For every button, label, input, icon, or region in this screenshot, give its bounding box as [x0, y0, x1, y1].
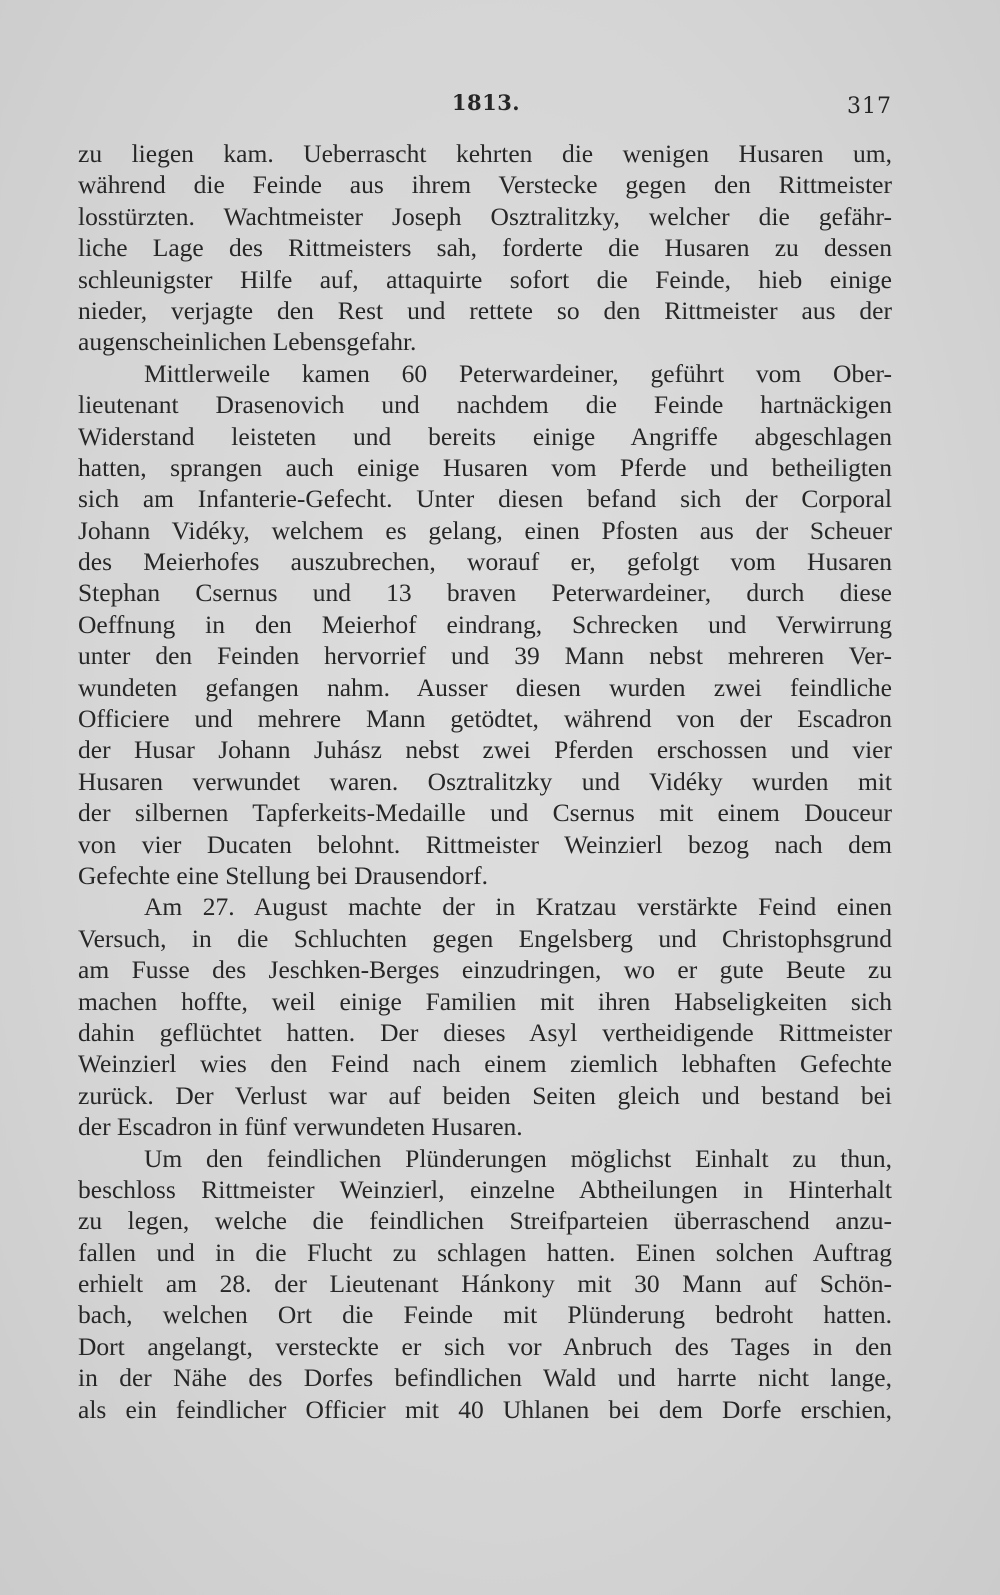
text-line: sich am Infanterie-Gefecht. Unter diesen befand sich der Corporal [78, 484, 892, 514]
paragraph [78, 358, 892, 892]
text-line: der Escadron in fünf verwundeten Husaren. [78, 1112, 523, 1142]
text-line: erhielt am 28. der Lieutenant Hánkony mit 30 Mann auf Schön- [78, 1269, 892, 1299]
page-number: 317 [847, 94, 892, 119]
text-line: als ein feindlicher Officier mit 40 Uhlanen bei dem Dorfe erschien, [78, 1394, 892, 1424]
text-line: Husaren verwundet waren. Osztralitzky und Vidéky wurden mit [78, 766, 892, 796]
text-line: hatten, sprangen auch einige Husaren vom Pferde und betheiligten [78, 452, 892, 482]
text-line: schleunigster Hilfe auf, attaquirte sofort die Feinde, hieb einige [78, 264, 892, 294]
text-line: Officiere und mehrere Mann getödtet, während von der Escadron [78, 704, 892, 734]
text-line: wundeten gefangen nahm. Ausser diesen wurden zwei feindliche [78, 672, 892, 702]
text-line: liche Lage des Rittmeisters sah, forderte die Husaren zu dessen [78, 233, 892, 263]
text-line: Dort angelangt, versteckte er sich vor Anbruch des Tages in den [78, 1331, 892, 1361]
text-line: augenscheinlichen Lebensgefahr. [78, 327, 417, 357]
text-line: in der Nähe des Dorfes befindlichen Wald und harrte nicht lange, [78, 1363, 892, 1393]
text-line: Oeffnung in den Meierhof eindrang, Schrecken und Verwirrung [78, 609, 892, 639]
text-line: Gefechte eine Stellung bei Drausendorf. [78, 860, 488, 890]
text-line: während die Feinde aus ihrem Verstecke gegen den Rittmeister [78, 170, 892, 200]
text-line: Mittlerweile kamen 60 Peterwardeiner, geführt vom Ober- [144, 358, 892, 388]
text-line: beschloss Rittmeister Weinzierl, einzelne Abtheilungen in Hinterhalt [78, 1174, 892, 1204]
text-line: losstürzten. Wachtmeister Joseph Osztralitzky, welcher die gefähr- [78, 201, 892, 231]
text-line: zu legen, welche die feindlichen Streifparteien überraschend anzu- [78, 1206, 892, 1236]
text-line: zu liegen kam. Ueberrascht kehrten die wenigen Husaren um, [78, 139, 892, 168]
text-line: Um den feindlichen Plünderungen möglichst Einhalt zu thun, [144, 1143, 892, 1173]
text-line: bach, welchen Ort die Feinde mit Plünderung bedroht hatten. [78, 1300, 892, 1330]
text-line: fallen und in die Flucht zu schlagen hatten. Einen solchen Auftrag [78, 1237, 892, 1267]
text-line: am Fusse des Jeschken-Berges einzudringen, wo er gute Beute zu [78, 955, 892, 985]
running-head-year: 1813. [451, 90, 521, 115]
text-line: des Meierhofes auszubrechen, worauf er, gefolgt vom Husaren [78, 547, 892, 577]
body-text [78, 138, 892, 1425]
text-line: Stephan Csernus und 13 braven Peterwardeiner, durch diese [78, 578, 892, 608]
paragraph [78, 891, 892, 1142]
text-line: der silbernen Tapferkeits-Medaille und Csernus mit einem Douceur [78, 798, 892, 828]
text-line: Widerstand leisteten und bereits einige Angriffe abgeschlagen [78, 421, 892, 451]
text-line: machen hoffte, weil einige Familien mit ihren Habseligkeiten sich [78, 986, 892, 1016]
running-head [80, 86, 892, 122]
text-line: Weinzierl wies den Feind nach einem ziemlich lebhaften Gefechte [78, 1049, 892, 1079]
text-line: dahin geflüchtet hatten. Der dieses Asyl vertheidigende Rittmeister [78, 1017, 892, 1047]
text-line: Johann Vidéky, welchem es gelang, einen Pfosten aus der Scheuer [78, 515, 892, 545]
text-line: lieutenant Drasenovich und nachdem die Feinde hartnäckigen [78, 390, 892, 420]
text-line: Versuch, in die Schluchten gegen Engelsberg und Christophsgrund [78, 923, 892, 953]
text-line: Am 27. August machte der in Kratzau verstärkte Feind einen [144, 892, 892, 922]
paragraph [78, 138, 892, 358]
paragraph [78, 1143, 892, 1426]
text-line: unter den Feinden hervorrief und 39 Mann nebst mehreren Ver- [78, 641, 892, 671]
text-line: von vier Ducaten belohnt. Rittmeister Weinzierl bezog nach dem [78, 829, 892, 859]
text-line: nieder, verjagte den Rest und rettete so den Rittmeister aus der [78, 295, 892, 325]
text-line: der Husar Johann Juhász nebst zwei Pferden erschossen und vier [78, 735, 892, 765]
text-line: zurück. Der Verlust war auf beiden Seiten gleich und bestand bei [78, 1080, 892, 1110]
